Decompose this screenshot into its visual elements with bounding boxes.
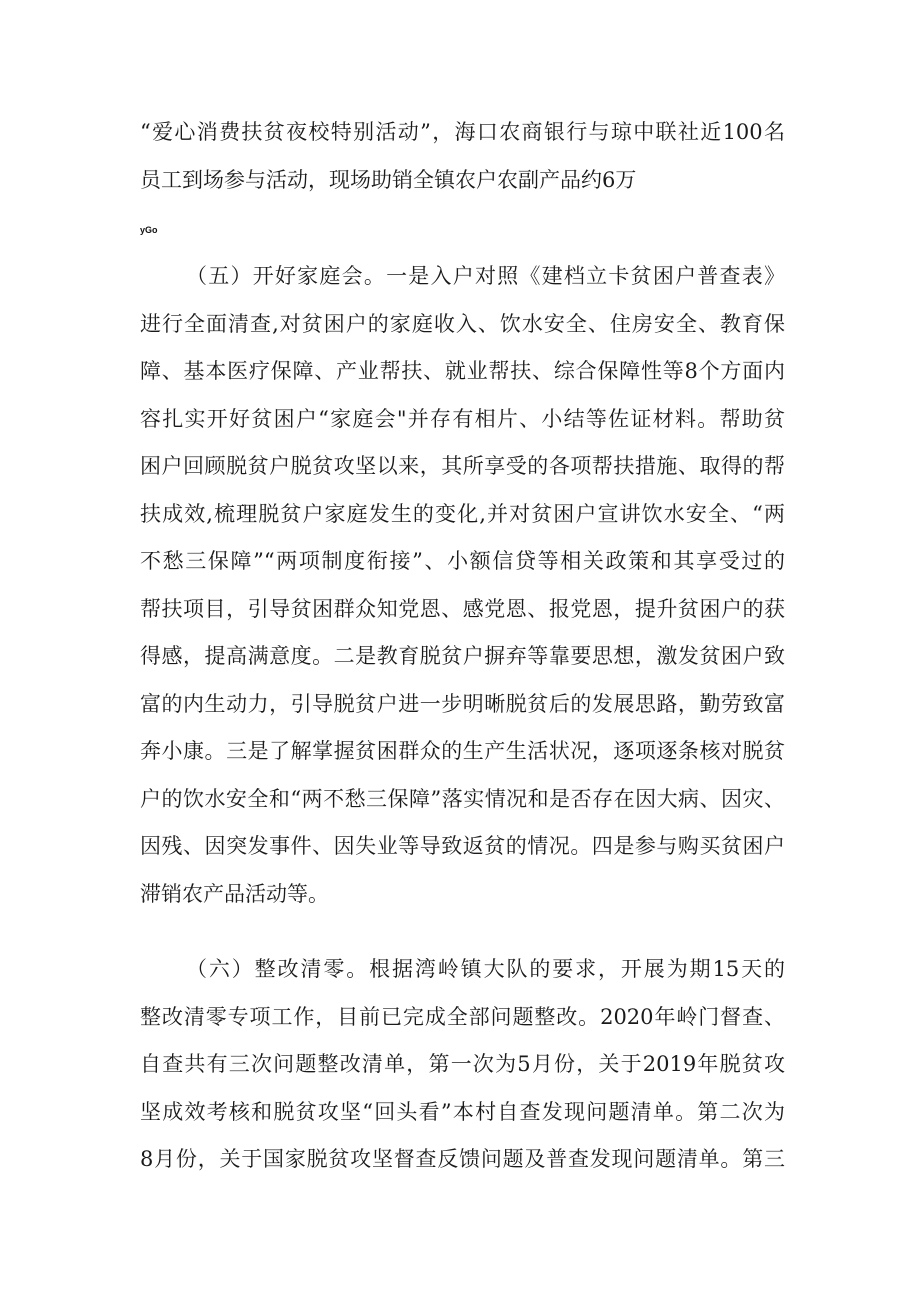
paragraph-line: 户的饮水安全和“两不愁三保障”落实情况和是否存在因大病、因灾、 xyxy=(140,787,785,811)
paragraph-line: 富的内生动力，引导脱贫户进一步明晰脱贫后的发展思路，勤劳致富 xyxy=(140,692,785,716)
paragraph-line: 奔小康。三是了解掌握贫困群众的生产生活状况，逐项逐条核对脱贫 xyxy=(140,739,785,763)
paragraph-line: “爱心消费扶贫夜校特别活动”，海口农商银行与琼中联社近100名 xyxy=(140,120,785,144)
paragraph-line: 坚成效考核和脱贫攻坚“回头看”本村自查发现问题清单。第二次为 xyxy=(140,1100,785,1124)
paragraph-line: 进行全面清查,对贫困户的家庭收入、饮水安全、住房安全、教育保 xyxy=(140,312,785,336)
paragraph-line: 困户回顾脱贫户脱贫攻坚以来，其所享受的各项帮扶措施、取得的帮 xyxy=(140,454,785,478)
paragraph-line: 因残、因突发事件、因失业等导致返贫的情况。四是参与购买贫困户 xyxy=(140,834,785,858)
paragraph-line: 整改清零专项工作，目前已完成全部问题整改。2020年岭门督查、 xyxy=(140,1005,785,1029)
paragraph-line: 自查共有三次问题整改清单，第一次为5月份，关于2019年脱贫攻 xyxy=(140,1052,785,1076)
paragraph-line: 帮扶项目，引导贫困群众知党恩、感党恩、报党恩，提升贫困户的获 xyxy=(140,597,785,621)
paragraph-line: 8月份，关于国家脱贫攻坚督查反馈问题及普查发现问题清单。第三 xyxy=(140,1147,785,1171)
section6-heading-line: （六）整改清零。根据湾岭镇大队的要求，开展为期15天的 xyxy=(186,957,785,981)
paragraph-line: 障、基本医疗保障、产业帮扶、就业帮扶、综合保障性等8个方面内 xyxy=(140,359,785,383)
section5-heading-line: （五）开好家庭会。一是入户对照《建档立卡贫困户普查表》 xyxy=(186,264,785,288)
paragraph-line: 滞销农产品活动等。 xyxy=(140,882,329,906)
paragraph-line: 不愁三保障”“两项制度衔接”、小额信贷等相关政策和其享受过的 xyxy=(140,549,785,573)
stray-text: yGo xyxy=(140,225,158,235)
paragraph-line: 扶成效,梳理脱贫户家庭发生的变化,并对贫困户宣讲饮水安全、“两 xyxy=(140,502,785,526)
paragraph-line: 容扎实开好贫困户“家庭会"并存有相片、小结等佐证材料。帮助贫 xyxy=(140,407,785,431)
paragraph-line: 得感，提高满意度。二是教育脱贫户摒弃等靠要思想，激发贫困户致 xyxy=(140,644,785,668)
paragraph-line: 员工到场参与活动，现场助销全镇农户农副产品约6万 xyxy=(140,168,637,192)
